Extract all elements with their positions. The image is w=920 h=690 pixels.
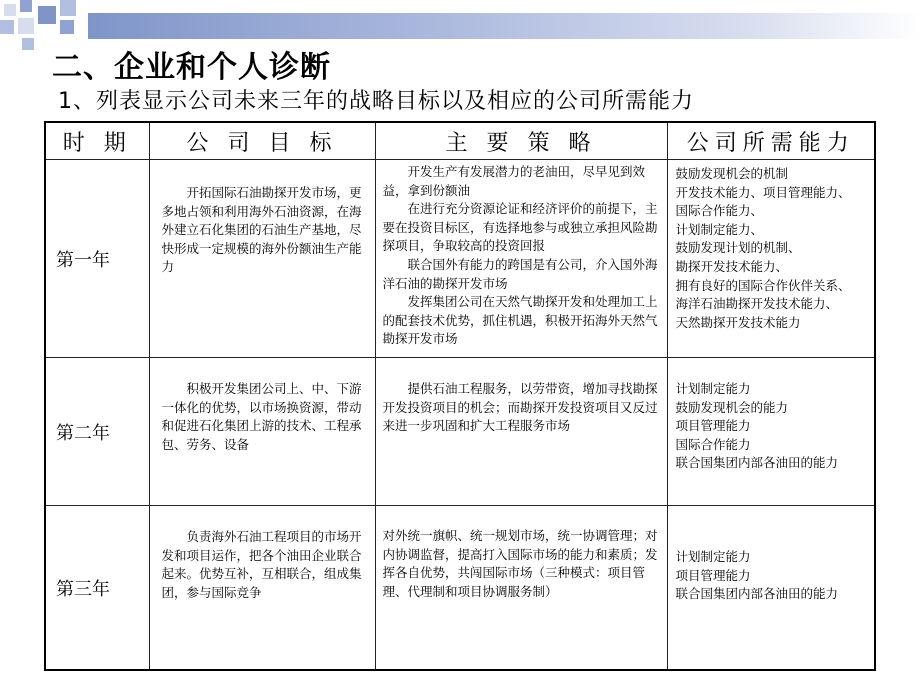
capability-item: 勘探开发技术能力、 — [675, 258, 789, 274]
deco-square — [0, 20, 14, 34]
period-cell: 第一年 — [45, 160, 149, 358]
capability-item: 国际合作能力、 — [675, 203, 764, 219]
capability-item: 联合国集团内部各油田的能力 — [675, 455, 839, 471]
strategy-item: 对外统一旗帜、统一规划市场，统一协调管理；对内协调监督，提高打入国际市场的能力和素质；发挥各自优势，共闯国际市场（三种模式：项目管理、代理制和项目协调服务制） — [382, 528, 658, 599]
strategy-item: 开发生产有发展潜力的老油田，尽早见到效益，拿到份额油 — [382, 164, 646, 198]
page-title: 二、企业和个人诊断 — [52, 50, 331, 85]
goal-cell — [149, 160, 375, 358]
capability-item: 项目管理能力 — [675, 418, 751, 434]
deco-square — [18, 18, 34, 34]
strategy-table — [44, 121, 876, 671]
capability-item: 鼓励发现计划的机制、 — [675, 240, 801, 256]
period-cell: 第三年 — [45, 506, 149, 671]
capability-item: 鼓励发现机会的机制 — [675, 166, 789, 181]
strategy-item: 发挥集团公司在天然气勘探开发和处理加工上的配套技术优势，抓住机遇，积极开拓海外天然气勘探开发市场 — [382, 294, 658, 347]
table-row — [45, 358, 875, 506]
deco-square — [4, 4, 16, 16]
strategy-cell — [375, 506, 667, 671]
goal-cell — [149, 358, 375, 506]
goal-text: 负责海外石油工程项目的市场开发和项目运作，把各个油田企业联合起来。优势互补，互相联合，组成集团，参与国际竞争 — [161, 529, 362, 600]
goal-text: 积极开发集团公司上、中、下游一体化的优势，以市场换资源，带动和促进石化集团上游的技术、工程承包、劳务、设备 — [161, 381, 362, 452]
capabilities-cell — [667, 160, 875, 358]
page-subtitle: 1、列表显示公司未来三年的战略目标以及相应的公司所需能力 — [58, 89, 694, 114]
capability-item: 海洋石油勘探开发技术能力、 — [675, 296, 839, 312]
capability-item: 拥有良好的国际合作伙伴关系、 — [675, 277, 851, 293]
strategy-cell — [375, 160, 667, 358]
table-row — [45, 160, 875, 358]
table-header-row — [45, 122, 875, 160]
deco-square — [38, 6, 56, 24]
capability-item: 计划制定能力 — [675, 381, 751, 396]
strategy-item: 联合国外有能力的跨国是有公司，介入国外海洋石油的勘探开发市场 — [382, 256, 658, 291]
goal-cell — [149, 506, 375, 671]
capability-item: 项目管理能力 — [675, 567, 751, 583]
column-header-capabilities: 公司所需能力 — [667, 122, 875, 160]
deco-square — [60, 20, 74, 34]
capability-item: 计划制定能力 — [675, 549, 751, 564]
column-header-strategy: 主 要 策 略 — [375, 122, 667, 160]
capability-item: 计划制定能力、 — [675, 221, 764, 237]
header-gradient-bar — [88, 13, 920, 39]
capabilities-cell — [667, 506, 875, 671]
capability-item: 联合国集团内部各油田的能力 — [675, 586, 839, 602]
strategy-item: 在进行充分资源论证和经济评价的前提下，主要在投资目标区，有选择地参与或独立承担风险勘探项目，争取较高的投资回报 — [382, 201, 658, 254]
capability-item: 天然勘探开发技术能力 — [675, 314, 801, 330]
column-header-period: 时 期 — [45, 122, 149, 160]
strategy-item: 提供石油工程服务，以劳带资，增加寻找勘探开发投资项目的机会；而勘探开发投资项目又反过来进一步巩固和扩大工程服务市场 — [382, 381, 658, 434]
deco-square — [20, 0, 32, 12]
table-row — [45, 506, 875, 671]
capability-item: 鼓励发现机会的能力 — [675, 399, 789, 415]
capabilities-cell — [667, 358, 875, 506]
capability-item: 国际合作能力 — [675, 436, 751, 452]
column-header-goal: 公 司 目 标 — [149, 122, 375, 160]
capability-item: 开发技术能力、项目管理能力、 — [675, 184, 851, 200]
strategy-cell — [375, 358, 667, 506]
goal-text: 开拓国际石油勘探开发市场，更多地占领和利用海外石油资源，在海外建立石化集团的石油生产基地，尽快形成一定规模的海外份额油生产能力 — [161, 185, 362, 275]
deco-square — [22, 38, 34, 50]
deco-square — [60, 0, 76, 16]
period-cell: 第二年 — [45, 358, 149, 506]
